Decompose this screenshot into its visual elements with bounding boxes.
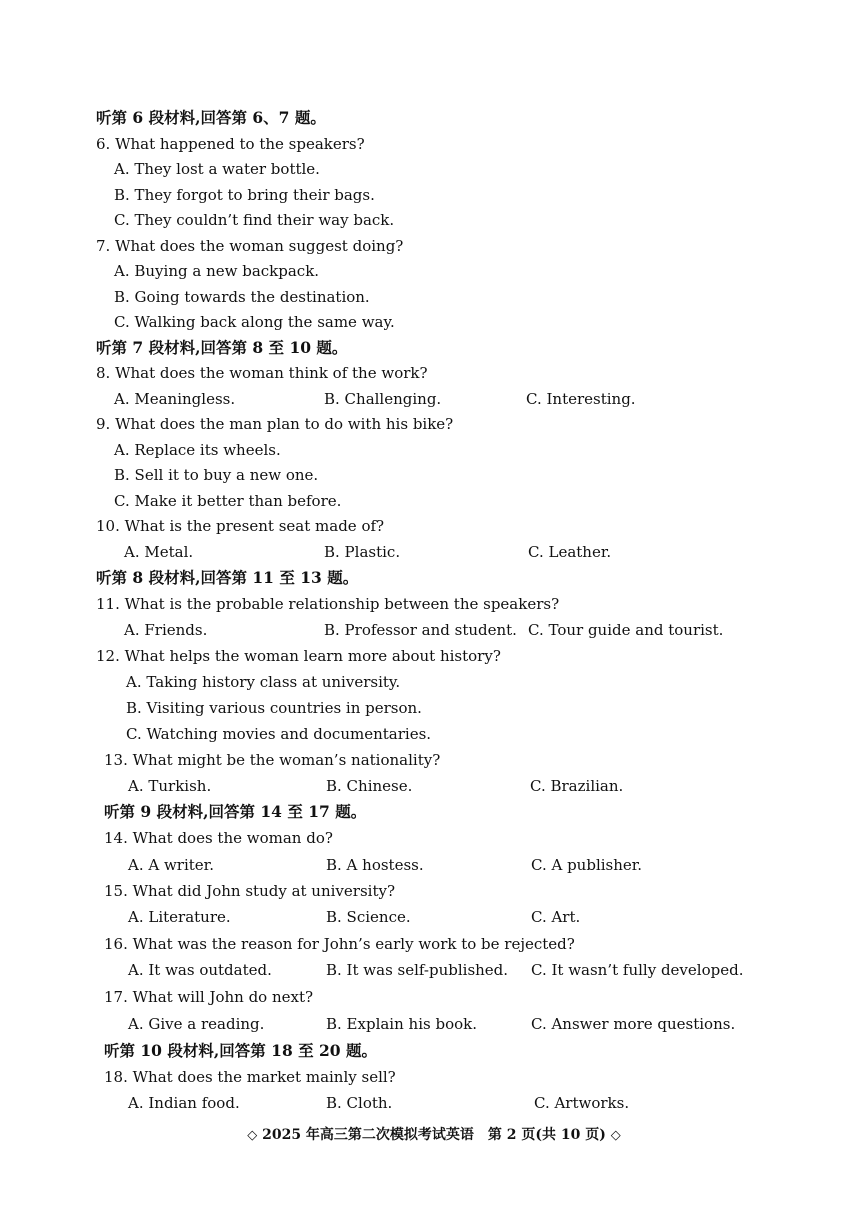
section-heading: 听第 10 段材料,回答第 18 至 20 题。 — [104, 1041, 377, 1060]
question-text: 15. What did John study at university? — [104, 882, 395, 900]
option-b: B. Chinese. — [326, 777, 413, 795]
question-text: 14. What does the woman do? — [104, 829, 333, 847]
question-text: 8. What does the woman think of the work? — [96, 364, 428, 382]
option-c: C. Leather. — [528, 543, 612, 561]
section-heading: 听第 8 段材料,回答第 11 至 13 题。 — [96, 568, 359, 587]
option-c: C. Interesting. — [526, 390, 636, 408]
option-a: A. It was outdated. — [128, 961, 272, 979]
option-b: B. They forgot to bring their bags. — [114, 186, 375, 204]
option-b: B. Challenging. — [324, 390, 442, 408]
option-c: C. A publisher. — [531, 856, 643, 874]
option-c: C. Artworks. — [534, 1094, 630, 1112]
option-a: A. Literature. — [128, 908, 231, 926]
option-b: B. A hostess. — [326, 856, 424, 874]
option-a: A. Turkish. — [128, 777, 212, 795]
option-a: A. Buying a new backpack. — [114, 262, 320, 280]
option-b: B. Science. — [326, 908, 411, 926]
footer-text: 2025 年高三第二次模拟考试英语 第 2 页(共 10 页) — [262, 1127, 606, 1143]
option-c: C. Walking back along the same way. — [114, 313, 395, 331]
option-a: A. Replace its wheels. — [114, 441, 281, 459]
option-b: B. Cloth. — [326, 1094, 393, 1112]
question-text: 16. What was the reason for John’s early work to be rejected? — [104, 935, 575, 953]
section-heading: 听第 9 段材料,回答第 14 至 17 题。 — [104, 802, 367, 821]
question-text: 13. What might be the woman’s nationality? — [104, 751, 441, 769]
option-c: C. Art. — [531, 908, 581, 926]
option-a: A. Give a reading. — [128, 1015, 265, 1033]
option-b: B. Going towards the destination. — [114, 288, 370, 306]
option-b: B. Professor and student. — [324, 621, 517, 639]
option-a: A. Taking history class at university. — [126, 673, 401, 691]
option-b: B. Sell it to buy a new one. — [114, 466, 319, 484]
question-text: 9. What does the man plan to do with his bike? — [96, 415, 454, 433]
option-a: A. Meaningless. — [114, 390, 236, 408]
question-text: 18. What does the market mainly sell? — [104, 1068, 396, 1086]
option-b: B. Explain his book. — [326, 1015, 477, 1033]
option-c: C. Brazilian. — [530, 777, 624, 795]
option-a: A. They lost a water bottle. — [114, 160, 320, 178]
diamond-icon: ◇ — [247, 1128, 258, 1143]
option-b: B. Plastic. — [324, 543, 401, 561]
question-text: 10. What is the present seat made of? — [96, 517, 385, 535]
option-b: B. Visiting various countries in person. — [126, 699, 422, 717]
option-c: C. Tour guide and tourist. — [528, 621, 724, 639]
option-c: C. Make it better than before. — [114, 492, 342, 510]
page-footer — [0, 1124, 868, 1144]
option-b: B. It was self-published. — [326, 961, 509, 979]
option-a: A. Indian food. — [128, 1094, 240, 1112]
question-text: 12. What helps the woman learn more about history? — [96, 647, 501, 665]
question-text: 11. What is the probable relationship between the speakers? — [96, 595, 560, 613]
option-c: C. Answer more questions. — [531, 1015, 736, 1033]
question-text: 7. What does the woman suggest doing? — [96, 237, 404, 255]
section-heading: 听第 6 段材料,回答第 6、7 题。 — [96, 108, 326, 127]
option-c: C. It wasn’t fully developed. — [531, 961, 744, 979]
question-text: 6. What happened to the speakers? — [96, 135, 365, 153]
question-text: 17. What will John do next? — [104, 988, 314, 1006]
option-c: C. They couldn’t find their way back. — [114, 211, 395, 229]
option-a: A. A writer. — [128, 856, 214, 874]
option-a: A. Friends. — [124, 621, 208, 639]
option-c: C. Watching movies and documentaries. — [126, 725, 432, 743]
section-heading: 听第 7 段材料,回答第 8 至 10 题。 — [96, 338, 348, 357]
diamond-icon: ◇ — [610, 1128, 621, 1143]
option-a: A. Metal. — [124, 543, 194, 561]
